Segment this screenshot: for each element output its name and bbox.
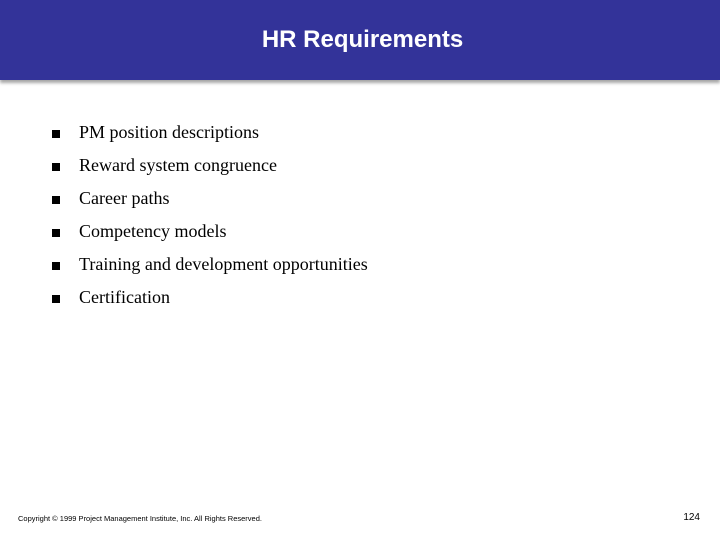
- bullet-text: Reward system congruence: [79, 155, 277, 175]
- bullet-list: [52, 116, 368, 314]
- slide-title: HR Requirements: [261, 26, 464, 53]
- square-bullet-icon: [52, 163, 60, 171]
- square-bullet-icon: [52, 229, 60, 237]
- bullet-item: [52, 182, 368, 215]
- bullet-item: [52, 215, 368, 248]
- square-bullet-icon: [52, 196, 60, 204]
- bullet-item: [52, 248, 368, 281]
- square-bullet-icon: [52, 130, 60, 138]
- bullet-text: Competency models: [79, 221, 227, 241]
- square-bullet-icon: [52, 295, 60, 303]
- bullet-item: [52, 281, 368, 314]
- square-bullet-icon: [52, 262, 60, 270]
- bullet-item: [52, 116, 368, 149]
- bullet-item: [52, 149, 368, 182]
- page-number: 124: [683, 512, 700, 523]
- bullet-text: PM position descriptions: [79, 122, 260, 142]
- title-bar: [0, 0, 720, 80]
- footer-copyright: Copyright © 1999 Project Management Institute, Inc. All Rights Reserved.: [18, 514, 262, 523]
- bullet-text: Certification: [79, 287, 170, 307]
- bullet-text: Career paths: [79, 188, 170, 208]
- bullet-text: Training and development opportunities: [79, 254, 368, 274]
